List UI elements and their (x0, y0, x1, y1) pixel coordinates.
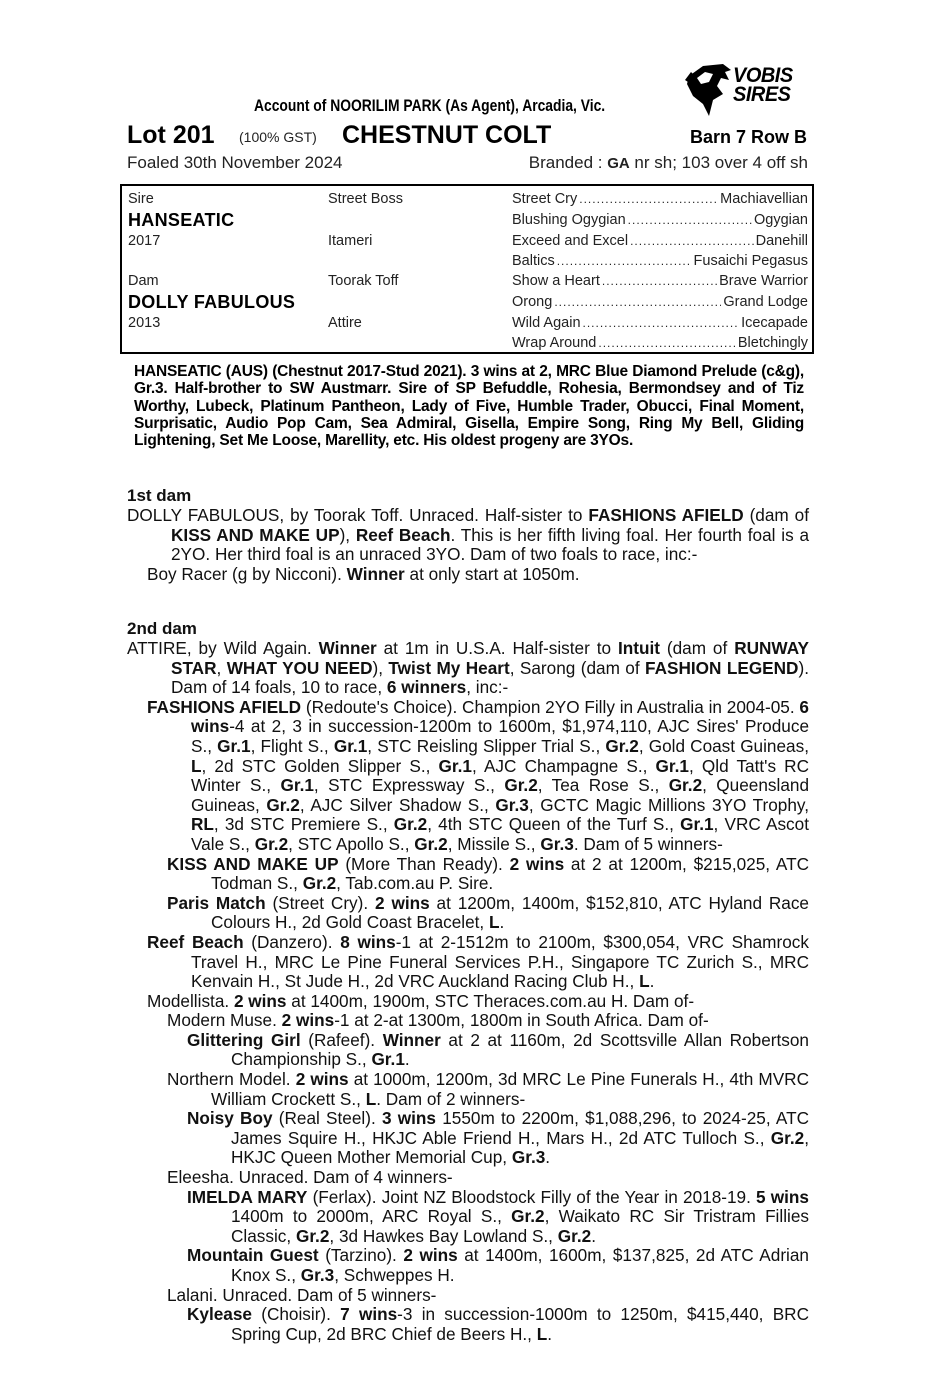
dam-year: 2013 (128, 315, 161, 331)
pedigree-entry: IMELDA MARY (Ferlax). Joint NZ Bloodstock Filly of the Year in 2018-19. 5 wins 1400m to 2000m, ARC Royal S., Gr.2, Waikato RC Sir Tristram Fillies Classic, Gr.2, 3d Hawkes Bay Lowland S., Gr.2. (187, 1186, 809, 1246)
pedigree-entry: Noisy Boy (Real Steel). 3 wins 1550m to 2200m, $1,088,296, to 2024-25, ATC James Squire H., HKJC Able Friend H., Mars H., 2d ATC Tulloch S., Gr.2, HKJC Queen Mother Memorial Cup, Gr.3. (187, 1108, 809, 1168)
brand-info (529, 153, 808, 173)
grandparent-row (512, 294, 808, 310)
vobis-sires-logo (683, 60, 823, 118)
logo-line2: SIRES (733, 83, 791, 106)
leader-dots (583, 315, 740, 331)
foaled-date: Foaled 30th November 2024 (127, 153, 343, 172)
pedigree-entry: Modern Muse. 2 wins-1 at 2-at 1300m, 1800m in South Africa. Dam of- (167, 1010, 709, 1031)
pedigree-entry: Northern Model. 2 wins at 1000m, 1200m, 3d MRC Le Pine Funerals H., 4th MVRC William Crockett S., L. Dam of 2 winners- (167, 1069, 809, 1109)
gp-right: Brave Warrior (719, 273, 808, 289)
grandparent-row (512, 233, 808, 249)
gp-right: Bletchingly (737, 335, 808, 351)
lot-header (127, 121, 809, 151)
gp-right: Fusaichi Pegasus (693, 253, 808, 269)
pedigree-entry: Paris Match (Street Cry). 2 wins at 1200m, 1400m, $152,810, ATC Hyland Race Colours H., 2d Gold Coast Bracelet, L. (167, 892, 809, 933)
gp-right: Ogygian (753, 212, 808, 228)
gp-left: Show a Heart (512, 273, 600, 289)
gp-left: Street Cry (512, 191, 578, 207)
gst-note: (100% GST) (239, 129, 317, 145)
second-dam-heading: 2nd dam (127, 619, 197, 638)
grandparent-row (512, 273, 808, 289)
logo-text (733, 66, 793, 104)
pedigree-entry: FASHIONS AFIELD (Redoute's Choice). Champion 2YO Filly in Australia in 2004-05. 6 wins-4 at 2, 3 in succession-1200m to 1600m, $1,974,110, AJC Sires' Produce S., Gr.1, Flight S., Gr.1, STC Reisling Slipper Trial S., Gr.2, Gold Coast Guineas, L, 2d STC Golden Slipper S., Gr.1, AJC Champagne S., Gr.1, Qld Tatt's RC Winter S., Gr.1, STC Expressway S., Gr.2, Tea Rose S., Gr.2, Queensland Guineas, Gr.2, AJC Silver Shadow S., Gr.3, GCTC Magic Millions 3YO Trophy, RL, 3d STC Premiere S., Gr.2, 4th STC Queen of the Turf S., Gr.1, VRC Ascot Vale S., Gr.2, STC Apollo S., Gr.2, Missile S., Gr.3. Dam of 5 winners- (147, 696, 810, 854)
dam-dam: Attire (328, 315, 362, 331)
dam-label: Dam (128, 273, 159, 289)
gp-left: Baltics (512, 253, 555, 269)
lot-number: Lot 201 (127, 121, 215, 149)
sire-dam: Itameri (328, 233, 373, 249)
pedigree-entry: ATTIRE, by Wild Again. Winner at 1m in U.S.A. Half-sister to Intuit (dam of RUNWAY STAR, WHAT YOU NEED), Twist My Heart, Sarong (dam of FASHION LEGEND). Dam of 14 foals, 10 to race, 6 winners, inc:- (127, 638, 809, 698)
pedigree-table (120, 184, 814, 354)
leader-dots (579, 191, 718, 207)
leader-dots (628, 212, 752, 228)
pedigree-entry: DOLLY FABULOUS, by Toorak Toff. Unraced. Half-sister to FASHIONS AFIELD (dam of KISS AND MAKE UP), Reef Beach. This is her fifth living foal. Her fourth foal is a 2YO. Her third foal is an unraced 3YO. Dam of two foals to race, inc:- (127, 505, 810, 565)
pedigree-entry: Kylease (Choisir). 7 wins-3 in succession-1000m to 1250m, $415,440, BRC Spring Cup, 2d BRC Chief de Beers H., L. (187, 1304, 809, 1344)
pedigree-entry: Glittering Girl (Rafeef). Winner at 2 at 1160m, 2d Scottsville Allan Robertson Championship S., Gr.1. (187, 1029, 809, 1070)
logo-line1: VOBIS (733, 64, 793, 87)
pedigree-entry: Mountain Guest (Tarzino). 2 wins at 1400m, 1600m, $137,825, 2d ATC Adrian Knox S., Gr.3, Schweppes H. (187, 1245, 809, 1285)
pedigree-entry: Modellista. 2 wins at 1400m, 1900m, STC Theraces.com.au H. Dam of- (147, 990, 695, 1011)
sire-label: Sire (128, 191, 154, 207)
gp-left: Wrap Around (512, 335, 597, 351)
second-dam-body (127, 639, 809, 1344)
lot-description: CHESTNUT COLT (342, 121, 552, 149)
leader-dots (554, 294, 721, 310)
leader-dots (602, 273, 717, 289)
gp-left: Orong (512, 294, 553, 310)
dam-name: DOLLY FABULOUS (128, 292, 296, 312)
grandparent-row (512, 212, 808, 228)
barn-location: Barn 7 Row B (689, 127, 807, 147)
brand-mark: GA (607, 155, 630, 172)
pedigree-entry: Eleesha. Unraced. Dam of 4 winners- (167, 1167, 453, 1188)
pedigree-entry: Reef Beach (Danzero). 8 wins-1 at 2-1512m to 2100m, $300,054, VRC Shamrock Travel H., MRC Le Pine Funeral Services P.H., Singapore TC Zurich S., MRC Kenvain H., St Jude H., 2d VRC Auckland Racing Club H., L. (147, 931, 809, 992)
pedigree-entry: Lalani. Unraced. Dam of 5 winners- (167, 1284, 437, 1305)
gp-right: Icecapade (741, 315, 808, 331)
jockey-horse-icon (683, 60, 733, 118)
sire-summary: HANSEATIC (AUS) (Chestnut 2017-Stud 2021). 3 wins at 2, MRC Blue Diamond Prelude (c&g), Gr.3. Half-brother to SW Austmarr. Sire of SP Befuddle, Rohesia, Bermondsey and of Tiz Worthy, Lubeck, Platinum Pantheon, Lady of Five, Humble Trader, Obucci, Final Moment, Surprisatic, Audio Pop Cam, Sea Admiral, Gisella, Empire Song, Ring My Bell, Gliding Lightening, Set Me Loose, Marellity, etc. His oldest progeny are 3YOs. (134, 363, 804, 450)
pedigree-entry: KISS AND MAKE UP (More Than Ready). 2 wins at 2 at 1200m, $215,025, ATC Todman S., Gr.2, Tab.com.au P. Sire. (167, 853, 810, 894)
dam-sire: Toorak Toff (328, 273, 399, 289)
sire-name: HANSEATIC (128, 210, 235, 230)
gp-left: Blushing Ogygian (512, 212, 626, 228)
gp-right: Grand Lodge (723, 294, 808, 310)
leader-dots (598, 335, 736, 351)
brand-details: nr sh; 103 over 4 off sh (629, 153, 808, 172)
grandparent-row (512, 335, 808, 351)
second-dam-section (127, 619, 809, 1344)
branded-label: Branded : (528, 153, 608, 172)
first-dam-body (127, 506, 809, 584)
first-dam-heading: 1st dam (127, 486, 192, 505)
sire-year: 2017 (128, 233, 161, 249)
gp-right: Machiavellian (720, 191, 808, 207)
grandparent-row (512, 315, 808, 331)
grandparent-row (512, 253, 808, 269)
vendor-account: Account of NOORILIM PARK (As Agent), Arcadia, Vic. (254, 97, 606, 115)
sire-sire: Street Boss (328, 191, 403, 207)
leader-dots (630, 233, 754, 249)
first-dam-section (127, 486, 809, 584)
gp-left: Exceed and Excel (512, 233, 629, 249)
gp-right: Danehill (755, 233, 808, 249)
gp-left: Wild Again (512, 315, 581, 331)
pedigree-entry: Boy Racer (g by Nicconi). Winner at only start at 1050m. (147, 563, 580, 584)
leader-dots (557, 253, 692, 269)
grandparent-row (512, 191, 808, 207)
